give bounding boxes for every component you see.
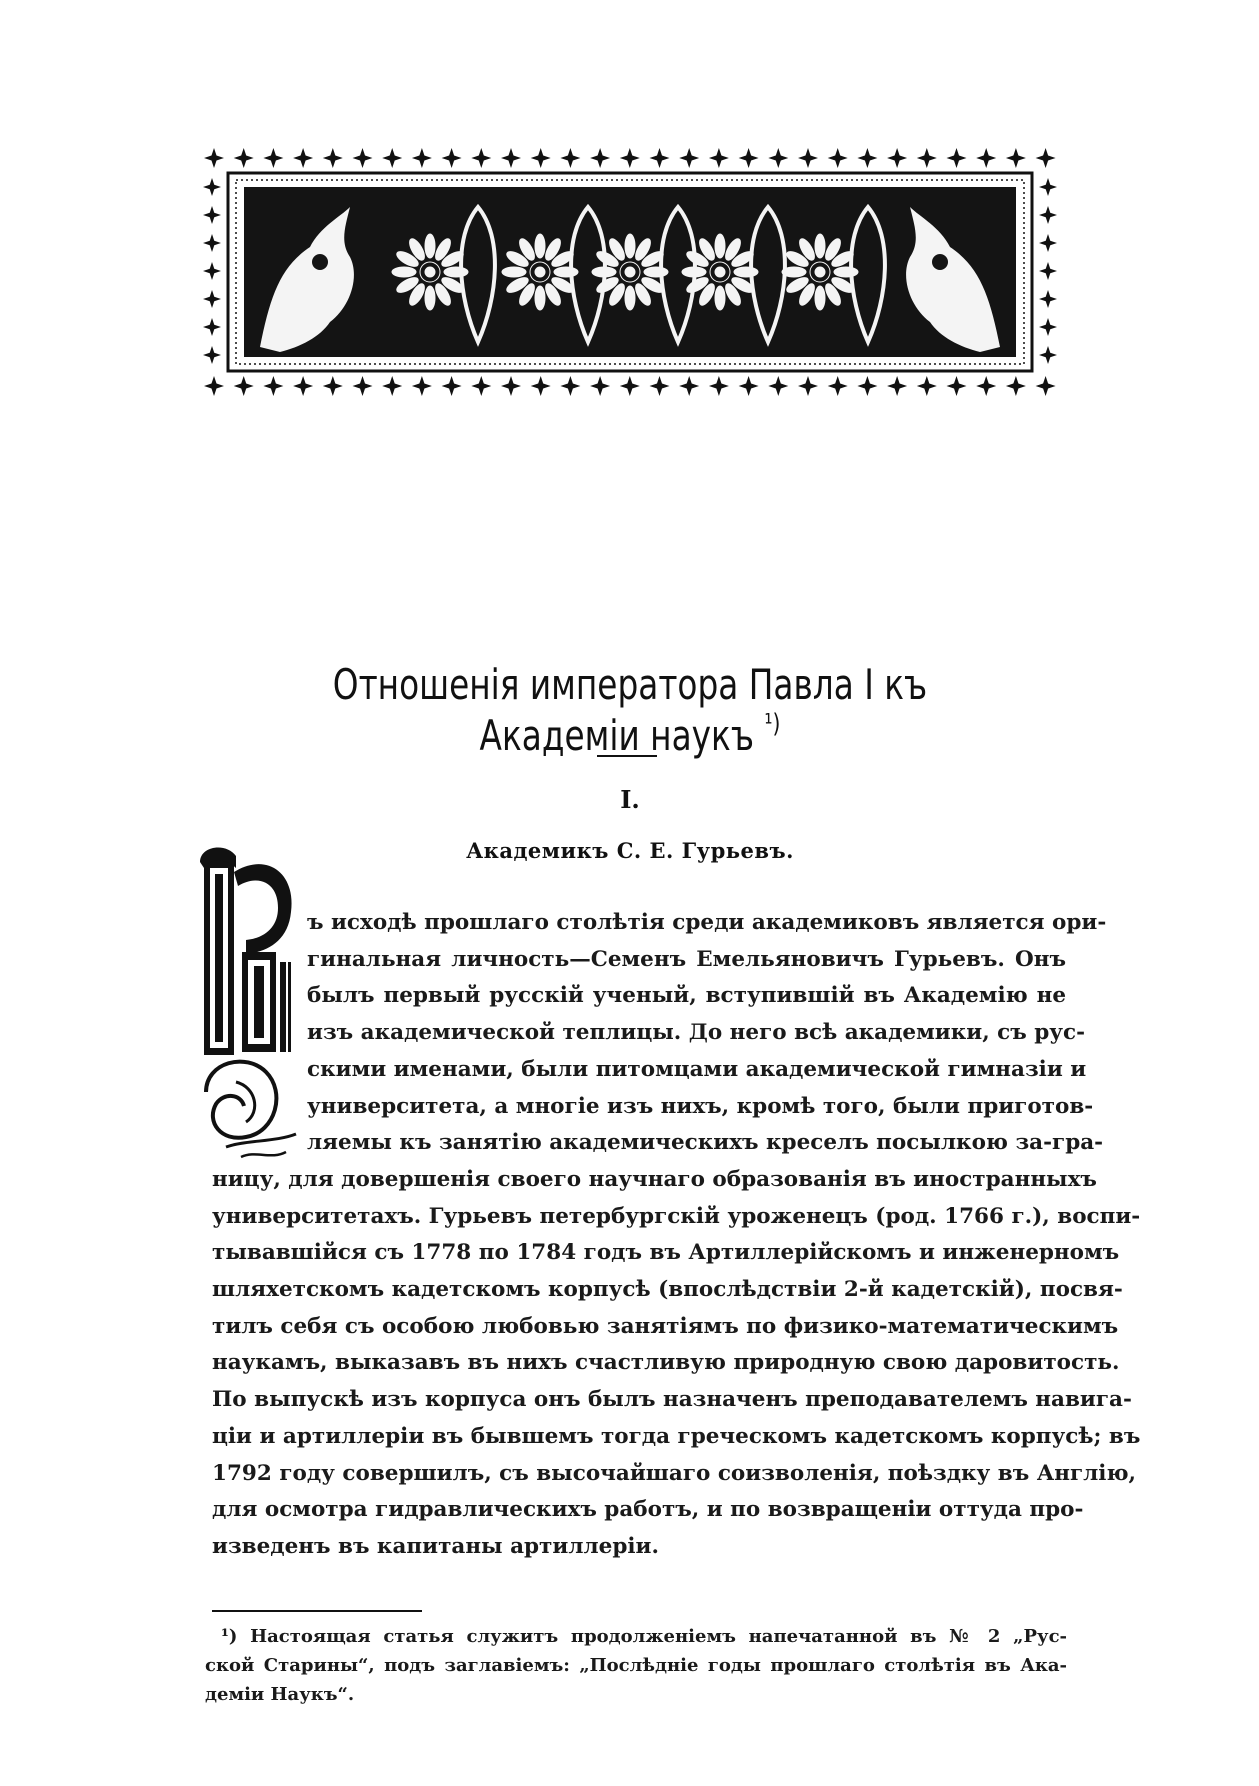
body-line: По выпускѣ изъ корпуса онъ былъ назначенъ преподавателемъ навига- <box>212 1387 1132 1413</box>
title-divider <box>597 755 657 757</box>
body-line: гинальная личность—Семенъ Емельяновичъ Гурьевъ. Онъ <box>307 946 1066 972</box>
body-line: ціи и артиллеріи въ бывшемъ тогда греческомъ кадетскомъ корпусѣ; въ <box>212 1423 1141 1449</box>
footnote-mark: ¹) <box>764 709 781 739</box>
article-title-text: Отношенія императора Павла I къ Академіи наукъ <box>332 660 928 760</box>
footnote-divider <box>212 1610 422 1612</box>
footnote-line: деміи Наукъ“. <box>205 1684 355 1705</box>
body-line: тилъ себя съ особою любовью занятіямъ по физико-математическимъ <box>212 1313 1119 1339</box>
body-line: университета, а многіе изъ нихъ, кромѣ того, были приготов- <box>307 1093 1094 1119</box>
body-line: наукамъ, выказавъ въ нихъ счастливую природную свою даровитость. <box>212 1350 1120 1376</box>
footnote <box>205 1622 1067 1709</box>
body-line: 1792 году совершилъ, съ высочайшаго соизволенія, поѣздку въ Англію, <box>212 1460 1137 1486</box>
body-line: былъ первый русскій ученый, вступившій въ Академію не <box>307 983 1066 1009</box>
body-line: ъ исходѣ прошлаго столѣтія среди академиковъ является ори- <box>307 910 1107 935</box>
body-line: ницу, для довершенія своего научнаго образованія въ иностранныхъ <box>212 1166 1097 1192</box>
body-line: для осмотра гидравлическихъ работъ, и по возвращеніи оттуда про- <box>212 1497 1084 1523</box>
section-heading: Академикъ С. Е. Гурьевъ. <box>466 838 794 863</box>
body-line: университетахъ. Гурьевъ петербургскій уроженецъ (род. 1766 г.), воспи- <box>212 1203 1141 1229</box>
section-number: I. <box>620 785 640 814</box>
ornamental-headpiece-icon <box>200 147 1060 397</box>
body-line: тывавшійся съ 1778 по 1784 годъ въ Артиллерійскомъ и инженерномъ <box>212 1240 1120 1266</box>
body-line: скими именами, были питомцами академической гимназіи и <box>307 1056 1087 1082</box>
body-line: изведенъ въ капитаны артиллеріи. <box>212 1533 659 1559</box>
body-line: ляемы къ занятію академическихъ креселъ посылкою за-гра- <box>307 1130 1104 1156</box>
ornamental-headpiece <box>200 147 1060 397</box>
footnote-line: ¹) Настоящая статья служитъ продолженіемъ напечатанной въ № 2 „Рус- <box>221 1626 1067 1647</box>
body-line: изъ академической теплицы. До него всѣ академики, съ рус- <box>307 1020 1086 1046</box>
body-paragraph <box>212 905 1141 1566</box>
article-title <box>256 660 1005 760</box>
body-line: шляхетскомъ кадетскомъ корпусѣ (впослѣдствіи 2-й кадетскій), посвя- <box>212 1277 1123 1303</box>
footnote-line: ской Старины“, подъ заглавіемъ: „Послѣдніе годы прошлаго столѣтія въ Ака- <box>205 1655 1067 1676</box>
dropcap-letter-text: В <box>196 827 208 846</box>
